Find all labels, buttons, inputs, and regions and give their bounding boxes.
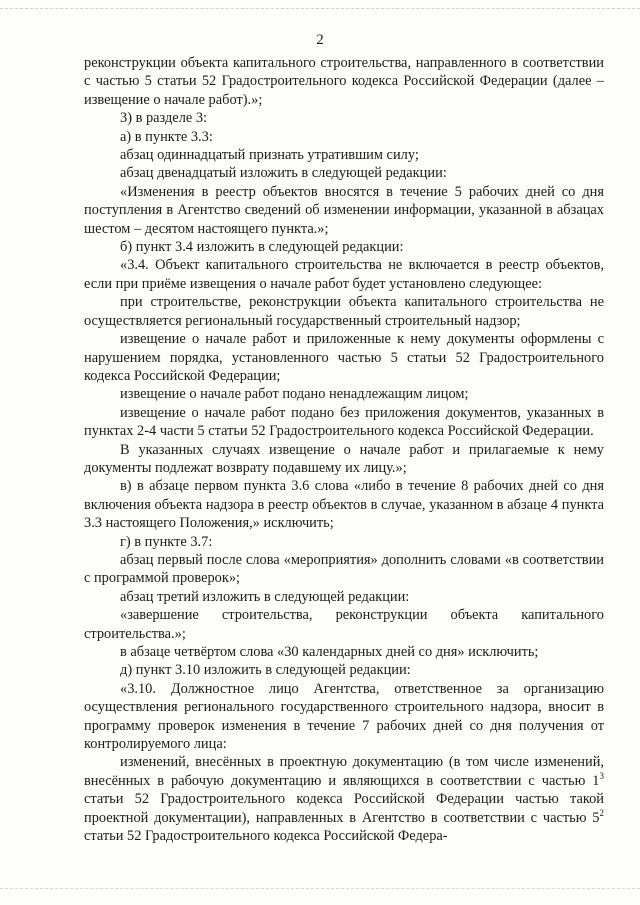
paragraph-3: а) в пункте 3.3: [120, 128, 213, 145]
paragraph-19: в абзаце четвёртом слова «30 календарных дней со дня» исключить; [120, 644, 539, 660]
paragraph-2: 3) в разделе 3: [120, 110, 208, 127]
last-paragraph-part2: статьи 52 Градостроительного кодекса Российской Федерации частью такой проектной документации), направленных в Агентство в соответствии с частью 5 [84, 791, 604, 826]
page-number: 2 [316, 32, 324, 48]
paragraph-4: абзац одиннадцатый признать утратившим силу; [120, 147, 419, 164]
superscript-1: 3 [599, 770, 604, 781]
paragraph-21: «3.10. Должностное лицо Агентства, ответственное за организацию осуществления регионального государственного строительного надзора, вносит в программу проверок изменения в течение 7 рабочих дней со дня получения от контролируемого лица: [84, 680, 604, 753]
paragraph-13: В указанных случаях извещение о начале работ и прилагаемые к нему документы подлежат возврату подавшему их лицу.»; [84, 441, 604, 476]
paragraph-18: «завершение строительства, реконструкции объекта капитального строительства.»; [84, 607, 604, 642]
scan-edge-top [0, 8, 640, 9]
paragraph-5: абзац двенадцатый изложить в следующей редакции: [120, 165, 447, 182]
paragraph-7: б) пункт 3.4 изложить в следующей редакции: [120, 239, 404, 256]
document-body [84, 54, 604, 845]
paragraph-12: извещение о начале работ подано без приложения документов, указанных в пунктах 2-4 части 5 статьи 52 Градостроительного кодекса Российской Федерации. [84, 404, 604, 440]
superscript-2: 2 [599, 807, 604, 818]
paragraph-17: абзац третий изложить в следующей редакции: [120, 588, 410, 605]
paragraph-10: извещение о начале работ и приложенные к нему документы оформлены с нарушением порядка, установленного частью 5 статьи 52 Градостроительного кодекса Российской Федерации; [84, 331, 604, 384]
paragraph-1: реконструкции объекта капитального строительства, направленного в соответствии с частью 5 статьи 52 Градостроительного кодекса Российской Федерации (далее – извещение о начале работ).»; [84, 55, 604, 108]
paragraph-16: абзац первый после слова «мероприятия» дополнить словами «в соответствии с программой проверок»; [84, 551, 604, 587]
last-paragraph-part1: изменений, внесённых в проектную документацию (в том числе изменений, внесённых в рабочую документацию и являющихся в соответствии с частью 1 [84, 754, 604, 789]
paragraph-6: «Изменения в реестр объектов вносятся в течение 5 рабочих дней со дня поступления в Агентство сведений об изменении информации, указанной в абзацах шестом – десятом настоящего пункта.»; [84, 183, 604, 237]
paragraph-last [84, 753, 604, 845]
last-paragraph-part3: статьи 52 Градостроительного кодекса Российской Федера- [84, 828, 448, 845]
paragraph-11: извещение о начале работ подано ненадлежащим лицом; [120, 386, 469, 403]
paragraph-8: «3.4. Объект капитального строительства не включается в реестр объектов, если при приёме извещения о начале работ будет установлено следующее: [84, 257, 604, 292]
paragraph-14: в) в абзаце первом пункта 3.6 слова «либо в течение 8 рабочих дней со дня включения объекта надзора в реестр объектов в случае, указанном в абзаце 4 пункта 3.3 настоящего Положения,» исключить; [84, 478, 604, 532]
paragraph-15: г) в пункте 3.7: [120, 533, 213, 550]
paragraph-20: д) пункт 3.10 изложить в следующей редакции: [120, 662, 411, 679]
scan-edge-bottom [0, 888, 640, 889]
paragraph-9: при строительстве, реконструкции объекта капитального строительства не осуществляется региональный государственный строительный надзор; [84, 294, 604, 329]
